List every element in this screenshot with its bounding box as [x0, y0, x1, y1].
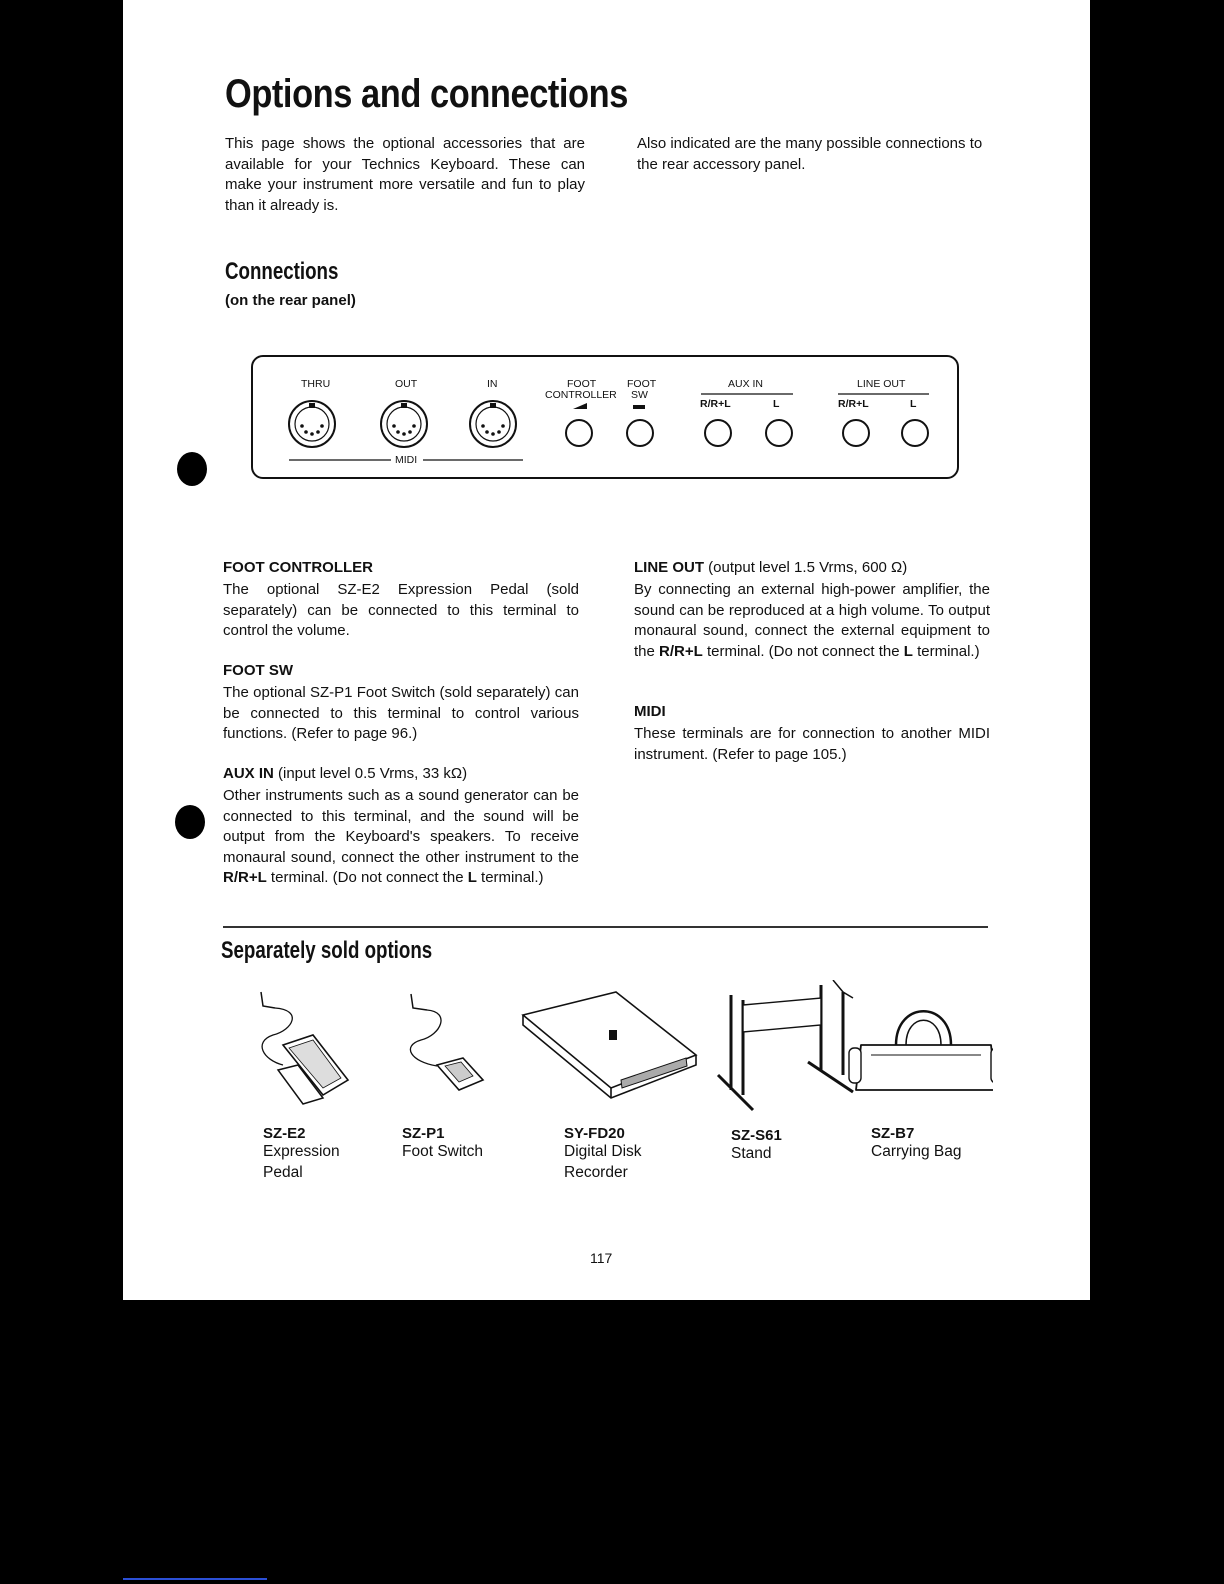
- rear-panel-svg: [253, 357, 961, 481]
- page-title: Options and connections: [225, 72, 628, 116]
- binder-hole: [175, 805, 205, 839]
- line-out-heading-line: [634, 559, 990, 576]
- option-desc-line1: Digital Disk: [564, 1143, 642, 1160]
- label-midi: MIDI: [395, 454, 418, 466]
- label-aux-l: L: [773, 398, 780, 410]
- expression-pedal-illustration: [261, 992, 348, 1104]
- aux-in-spec: (input level 0.5 Vrms, 33 kΩ): [278, 765, 468, 782]
- label-foot-1: FOOT: [567, 378, 597, 390]
- section-divider: [223, 926, 988, 928]
- aux-in-text-part: Other instruments such as a sound generator can be connected to this terminal, and the sound will be output from the Keyboard's speakers. To receive monaural sound, connect the other instrument to the: [223, 787, 579, 866]
- option-desc-line1: Foot Switch: [402, 1143, 483, 1160]
- option-code: SZ-E2: [263, 1125, 306, 1142]
- option-item: [263, 1125, 340, 1183]
- aux-in-terminal-rl: R/R+L: [223, 869, 267, 886]
- foot-sw-jack: [627, 420, 653, 446]
- options-heading: Separately sold options: [221, 937, 433, 964]
- label-in: IN: [487, 378, 498, 390]
- scan-border-right: [1090, 0, 1224, 1584]
- page-number: 117: [590, 1250, 613, 1266]
- option-code: SZ-P1: [402, 1125, 445, 1142]
- line-out-text-part: terminal. (Do not connect the: [702, 642, 904, 660]
- rear-panel-diagram: [251, 355, 959, 479]
- aux-in-text-part: terminal.): [476, 869, 544, 886]
- label-thru: THRU: [301, 378, 331, 390]
- connections-subheading: (on the rear panel): [225, 292, 356, 309]
- aux-in-title: AUX IN: [223, 765, 274, 782]
- line-out-text-part: terminal.): [912, 642, 980, 660]
- midi-out-jack: [381, 401, 427, 447]
- option-item: [564, 1125, 642, 1183]
- scan-border-bottom: [123, 1300, 1090, 1584]
- midi-thru-jack: [289, 401, 335, 447]
- intro-left-paragraph: This page shows the optional accessories that are available for your Technics Keyboard. These can make your instrument more versatile and fun to play than it already is.: [225, 135, 585, 214]
- pedal-icon: [573, 403, 587, 409]
- midi-in-jack: [470, 401, 516, 447]
- manual-page: [123, 0, 1090, 1300]
- option-item: [731, 1127, 782, 1165]
- disk-recorder-illustration: [523, 992, 696, 1098]
- scan-border-left: [0, 0, 123, 1584]
- line-out-rl-jack: [843, 420, 869, 446]
- binder-hole: [177, 452, 207, 486]
- aux-in-rl-jack: [705, 420, 731, 446]
- option-item: [402, 1125, 483, 1163]
- line-out-spec: (output level 1.5 Vrms, 600 Ω): [708, 559, 908, 576]
- label-line-rl: R/R+L: [838, 398, 869, 410]
- options-illustrations: [243, 980, 993, 1115]
- switch-icon: [633, 405, 645, 409]
- scan-underline: [123, 1578, 267, 1580]
- foot-sw-title: FOOT SW: [223, 662, 293, 679]
- aux-in-text: [223, 786, 579, 889]
- foot-controller-text: The optional SZ-E2 Expression Pedal (sold separately) can be connected to this terminal to control the volume.: [223, 581, 579, 639]
- option-desc-line1: Stand: [731, 1145, 772, 1162]
- aux-in-text-part: terminal. (Do not connect the: [266, 869, 468, 886]
- line-out-terminal-rl: R/R+L: [659, 642, 703, 660]
- midi-text: These terminals are for connection to another MIDI instrument. (Refer to page 105.): [634, 725, 990, 763]
- stand-illustration: [718, 980, 853, 1110]
- aux-in-l-jack: [766, 420, 792, 446]
- aux-in-terminal-l: L: [467, 869, 477, 886]
- foot-controller-title: FOOT CONTROLLER: [223, 559, 373, 576]
- line-out-text: [634, 580, 990, 662]
- aux-in-heading-line: [223, 765, 579, 782]
- foot-switch-illustration: [410, 994, 483, 1090]
- line-out-title: LINE OUT: [634, 559, 704, 576]
- option-desc-line1: Expression: [263, 1143, 340, 1160]
- label-aux-in: AUX IN: [728, 378, 764, 390]
- label-sw: SW: [631, 389, 648, 401]
- connections-heading: Connections: [225, 258, 339, 285]
- label-line-out: LINE OUT: [857, 378, 906, 390]
- intro-right-paragraph: Also indicated are the many possible connections to the rear accessory panel.: [637, 135, 983, 173]
- option-desc-line2: Pedal: [263, 1163, 303, 1181]
- label-controller: CONTROLLER: [545, 389, 617, 401]
- line-out-l-jack: [902, 420, 928, 446]
- option-desc-line2: Recorder: [564, 1163, 628, 1181]
- option-code: SZ-B7: [871, 1125, 915, 1142]
- label-foot-2: FOOT: [627, 378, 657, 390]
- line-out-text-part: By connecting an external high-power amplifier, the sound can be reproduced at a high volume. To output monaural sound, connect the external equipment to the: [634, 581, 990, 660]
- line-out-terminal-l: L: [903, 642, 913, 660]
- carrying-bag-illustration: [849, 1011, 993, 1090]
- option-item: [871, 1125, 961, 1163]
- midi-title: MIDI: [634, 703, 666, 720]
- label-aux-rl: R/R+L: [700, 398, 731, 410]
- option-desc-line1: Carrying Bag: [871, 1143, 962, 1160]
- foot-sw-text: The optional SZ-P1 Foot Switch (sold separately) can be connected to this terminal to control various functions. (Refer to page 96.): [223, 684, 579, 742]
- foot-controller-jack: [566, 420, 592, 446]
- option-code: SZ-S61: [731, 1127, 782, 1144]
- option-code: SY-FD20: [564, 1125, 625, 1142]
- label-line-l: L: [910, 398, 917, 410]
- label-out: OUT: [395, 378, 418, 390]
